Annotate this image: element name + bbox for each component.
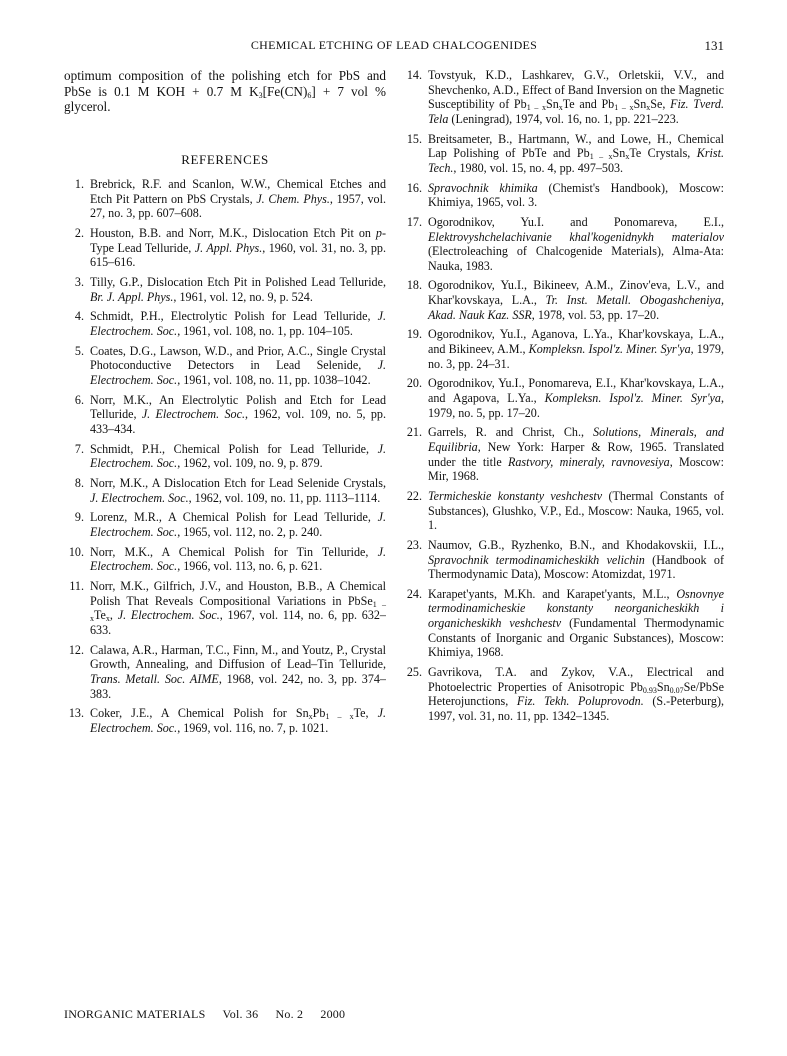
reference-number: 21. — [406, 425, 422, 440]
reference-item — [402, 327, 724, 371]
reference-item — [64, 476, 386, 505]
reference-italic-text: J. Appl. Phys. — [194, 240, 263, 255]
reference-italic-text: Trans. Metall. Soc. AIME — [90, 671, 219, 686]
reference-list-left — [64, 177, 386, 735]
reference-item — [402, 376, 724, 420]
reference-text: Ogorodnikov, Yu.I., Aganova, L.Ya., Khar'kovskaya, L.A., and Bikineev, A.M., — [428, 327, 724, 357]
reference-text: (S.-Peterburg), 1997, vol. 31, no. 11, pp. 1342–1345. — [428, 694, 724, 723]
journal-number: No. 2 — [275, 1007, 304, 1021]
reference-item — [402, 425, 724, 483]
reference-italic-text: Spravochnik khimika — [428, 180, 538, 195]
reference-text: Se/PbSe Heterojunctions, — [428, 679, 724, 709]
reference-text: Ogorodnikov, Yu.I. and Ponomareva, E.I., — [428, 214, 724, 229]
reference-item — [64, 393, 386, 437]
reference-italic-text: Tr. Inst. Metall. Obogashcheniya, Akad. Nauk Kaz. SSR — [428, 293, 724, 322]
reference-text: Te — [94, 608, 106, 623]
reference-text: Tilly, G.P., Dislocation Etch Pit in Polished Lead Telluride, — [90, 275, 386, 290]
reference-number: 22. — [406, 488, 422, 503]
reference-italic-text: J. Chem. Phys. — [256, 191, 330, 206]
reference-number: 7. — [74, 441, 84, 456]
reference-text: , 1961, vol. 108, no. 11, pp. 1038–1042. — [177, 372, 371, 387]
reference-number: 15. — [406, 131, 422, 146]
reference-italic-text: J. Electrochem. Soc. — [90, 358, 386, 387]
reference-text: -Type Lead Telluride, — [90, 226, 386, 255]
references-heading: REFERENCES — [181, 151, 269, 167]
reference-number: 9. — [74, 510, 84, 525]
reference-italic-text: Termicheskie konstanty veshchestv — [428, 488, 603, 503]
reference-item — [402, 215, 724, 273]
reference-text: , 1979, no. 5, pp. 17–20. — [428, 391, 724, 420]
reference-italic-text: J. Electrochem. Soc. — [90, 544, 386, 574]
reference-text: , 1965, vol. 112, no. 2, p. 240. — [177, 525, 323, 540]
reference-item — [402, 538, 724, 582]
reference-item — [402, 181, 724, 210]
reference-text: Sn — [545, 97, 559, 112]
reference-text: Sn — [656, 679, 670, 694]
reference-text: , 1980, vol. 15, no. 4, pp. 497–503. — [453, 160, 624, 175]
reference-italic-text: Kompleksn. Ispol'z. Miner. Syr'ya — [528, 342, 691, 357]
reference-text: Houston, B.B. and Norr, M.K., Dislocation Etch Pit on — [90, 226, 376, 241]
reference-item — [402, 132, 724, 176]
reference-text: Schmidt, P.H., Chemical Polish for Lead Telluride, — [90, 441, 378, 456]
reference-item — [402, 489, 724, 533]
reference-text: Norr, M.K., An Electrolytic Polish and Etch for Lead Telluride, — [90, 392, 386, 422]
reference-italic-text: Solutions, Minerals, and Equilibria — [428, 425, 724, 454]
reference-text: (Leningrad), 1974, vol. 16, no. 1, pp. 221–223. — [448, 111, 679, 126]
reference-text: Te and Pb — [562, 97, 615, 112]
reference-italic-text: Krist. Tech. — [428, 146, 724, 175]
reference-text: Coker, J.E., A Chemical Polish for Sn — [90, 706, 309, 721]
reference-text: (Thermal Constants of Substances), Glushko, V.P., Ed., Moscow: Nauka, 1965, vol. 1. — [428, 488, 724, 533]
reference-text: , 1957, vol. 27, no. 3, pp. 607–608. — [90, 191, 386, 221]
reference-italic-text: J. Electrochem. Soc. — [90, 510, 386, 540]
reference-italic-text: J. Electrochem. Soc. — [90, 441, 386, 471]
reference-number: 18. — [406, 278, 422, 293]
reference-italic-text: Osnovnye termodinamicheskie konstanty neorganicheskikh i organicheskikh veshchestv — [428, 586, 724, 631]
reference-text: (Electroleaching of Chalcogenide Materials), Alma-Ata: Nauka, 1983. — [428, 244, 724, 273]
reference-text: Norr, M.K., Gilfrich, J.V., and Houston, B.B., A Chemical Polish That Reveals Compositional Variations in PbSe — [90, 579, 386, 608]
reference-number: 1. — [74, 177, 84, 192]
reference-text: Se, — [650, 97, 671, 112]
reference-item — [402, 665, 724, 723]
reference-number: 11. — [69, 579, 84, 594]
reference-number: 2. — [74, 226, 84, 241]
reference-number: 8. — [74, 476, 84, 491]
reference-item — [402, 68, 724, 126]
reference-number: 24. — [406, 586, 422, 601]
reference-text: Pb — [312, 706, 326, 721]
reference-number: 14. — [406, 68, 422, 82]
subscript: x — [646, 103, 651, 113]
reference-text: Calawa, A.R., Harman, T.C., Finn, M., and Youtz, P., Crystal Growth, Annealing, and Diffusion of Lead–Tin Telluride, — [90, 642, 386, 672]
reference-text: , 1961, vol. 12, no. 9, p. 524. — [173, 289, 313, 304]
reference-item — [64, 442, 386, 471]
reference-text: Sn — [633, 97, 647, 112]
running-header — [64, 36, 724, 56]
right-column — [402, 68, 724, 729]
subscript: 1 – x — [90, 599, 386, 624]
reference-number: 23. — [406, 537, 422, 552]
reference-italic-text: Spravochnik termodinamicheskikh velichin — [428, 552, 645, 567]
journal-volume: Vol. 36 — [222, 1007, 259, 1021]
reference-number: 17. — [406, 214, 422, 229]
reference-text: , 1967, vol. 114, no. 6, pp. 632–633. — [90, 608, 386, 637]
reference-text: (Chemist's Handbook), Moscow: Khimiya, 1965, vol. 3. — [428, 180, 724, 210]
reference-text: Sn — [612, 146, 626, 161]
reference-text: Coates, D.G., Lawson, W.D., and Prior, A.C., Single Crystal Photoconductive Detectors in Lead Selenide, — [90, 343, 386, 373]
intro-paragraph: optimum composition of the polishing etch for PbS and PbSe is 0.1 M KOH + 0.7 M $K_3[Fe(CN)_6] + 7$ vol % glycerol. — [64, 68, 386, 114]
reference-item — [64, 309, 386, 338]
reference-item — [64, 344, 386, 388]
reference-number: 5. — [74, 343, 84, 358]
reference-text: , Moscow: Mir, 1968. — [428, 454, 725, 484]
reference-number: 12. — [68, 642, 84, 657]
reference-text: , — [109, 608, 118, 623]
reference-text: , 1978, vol. 53, pp. 17–20. — [531, 307, 660, 322]
reference-number: 20. — [406, 376, 422, 391]
reference-italic-text: Kompleksn. Ispol'z. Miner. Syr'ya — [544, 391, 721, 405]
reference-text: , 1962, vol. 109, no. 11, pp. 1113–1114. — [188, 490, 381, 505]
reference-text: Ogorodnikov, Yu.I., Ponomareva, E.I., Khar'kovskaya, L.A., and Agapova, L.Ya., — [428, 376, 724, 405]
left-column — [64, 68, 386, 741]
reference-text: , 1962, vol. 109, no. 5, pp. 433–434. — [90, 407, 386, 436]
reference-item — [64, 643, 386, 701]
reference-number: 4. — [74, 309, 84, 324]
reference-text: , 1960, vol. 31, no. 3, pp. 615–616. — [90, 240, 386, 270]
reference-item — [64, 177, 386, 221]
reference-text: Lorenz, M.R., A Chemical Polish for Lead Telluride, — [90, 510, 378, 525]
reference-text: Brebrick, R.F. and Scanlon, W.W., Chemical Etches and Etch Pit Pattern on PbS Crystals, — [90, 177, 386, 206]
reference-text: , 1979, no. 3, pp. 24–31. — [428, 342, 724, 371]
reference-item — [402, 278, 724, 322]
reference-text: , 1968, vol. 242, no. 3, pp. 374–383. — [90, 671, 386, 701]
subscript: 1 – x — [614, 103, 634, 113]
reference-item — [64, 545, 386, 574]
reference-item — [64, 510, 386, 539]
reference-italic-text: J. Electrochem. Soc. — [90, 706, 387, 735]
reference-italic-text: J. Electrochem. Soc. — [141, 407, 245, 422]
reference-italic-text: p — [375, 226, 382, 241]
journal-year: 2000 — [320, 1007, 346, 1021]
reference-text: (Handbook of Thermodynamic Data), Moscow: Atomizdat, 1971. — [428, 552, 724, 582]
reference-text: Norr, M.K., A Chemical Polish for Tin Telluride, — [90, 544, 378, 559]
journal-footer — [64, 1007, 359, 1022]
reference-list-right — [402, 68, 724, 723]
reference-text: , 1961, vol. 108, no. 1, pp. 104–105. — [177, 324, 353, 338]
reference-italic-text: J. Electrochem. Soc. — [90, 309, 386, 338]
journal-name: INORGANIC MATERIALS — [64, 1007, 206, 1021]
reference-item — [64, 275, 386, 304]
reference-number: 10. — [68, 544, 84, 559]
reference-italic-text: Br. J. Appl. Phys. — [90, 289, 174, 304]
subscript: 1 – x — [325, 712, 354, 722]
reference-text: Norr, M.K., A Dislocation Etch for Lead Selenide Crystals, — [90, 476, 386, 491]
subscript: x — [558, 103, 563, 113]
reference-item — [402, 587, 724, 660]
reference-text: Garrels, R. and Christ, Ch., — [428, 425, 594, 440]
reference-text: , 1966, vol. 113, no. 6, p. 621. — [177, 559, 323, 574]
running-title: CHEMICAL ETCHING OF LEAD CHALCOGENIDES — [250, 38, 538, 52]
reference-item — [64, 226, 386, 270]
reference-text: , New York: Harper & Row, 1965. Translated under the title — [428, 439, 724, 469]
reference-text: Te Crystals, — [629, 146, 697, 161]
reference-text: Gavrikova, T.A. and Zykov, V.A., Electrical and Photoelectric Properties of Anisotropic Pb — [428, 665, 724, 694]
reference-text: Naumov, G.B., Ryzhenko, B.N., and Khodakovskii, I.L., — [428, 537, 724, 552]
reference-text: Ogorodnikov, Yu.I., Bikineev, A.M., Zinov'eva, L.V., and Khar'kovskaya, L.A., — [428, 278, 724, 308]
reference-text: Schmidt, P.H., Electrolytic Polish for Lead Telluride, — [90, 309, 378, 324]
reference-italic-text: J. Electrochem. Soc. — [117, 608, 220, 623]
reference-text: Breitsameter, B., Hartmann, W., and Lowe, H., Chemical Lap Polishing of PbTe and Pb — [428, 131, 724, 161]
reference-number: 6. — [74, 392, 84, 407]
page-number: 131 — [704, 38, 724, 53]
reference-text: Karapet'yants, M.Kh. and Karapet'yants, M.L., — [428, 586, 677, 601]
subscript: x — [105, 614, 110, 624]
reference-number: 13. — [68, 706, 84, 721]
reference-italic-text: Rastvory, mineraly, ravnovesiya — [507, 454, 670, 469]
subscript: 0.93 — [642, 685, 657, 695]
reference-number: 16. — [406, 180, 422, 195]
reference-italic-text: Fiz. Tverd. Tela — [428, 97, 724, 126]
reference-italic-text: Fiz. Tekh. Poluprovodn. — [516, 694, 644, 709]
reference-text: Te, — [353, 706, 378, 721]
subscript: 0.07 — [669, 685, 684, 695]
reference-item — [64, 579, 386, 637]
subscript: 1 – x — [589, 152, 613, 162]
reference-text: Tovstyuk, K.D., Lashkarev, G.V., Orletskii, V.V., and Shevchenko, A.D., Effect of Band Inversion on the Magnetic Susceptibility of Pb — [428, 68, 724, 112]
subscript: x — [308, 712, 313, 722]
reference-text: (Fundamental Thermodynamic Constants of Inorganic and Organic Substances), Moscow: Khimiya, 1968. — [428, 616, 724, 660]
reference-italic-text: Elektrovyshchelachivanie khal'kogenidnykh materialov — [428, 229, 724, 244]
reference-number: 19. — [406, 327, 422, 342]
subscript: 1 – x — [526, 103, 546, 113]
reference-number: 25. — [406, 665, 422, 680]
reference-number: 3. — [74, 275, 84, 290]
subscript: x — [625, 152, 630, 162]
reference-italic-text: J. Electrochem. Soc. — [90, 490, 189, 505]
reference-item — [64, 706, 386, 735]
reference-text: , 1969, vol. 116, no. 7, p. 1021. — [177, 720, 329, 735]
reference-text: , 1962, vol. 109, no. 9, p. 879. — [177, 456, 323, 471]
